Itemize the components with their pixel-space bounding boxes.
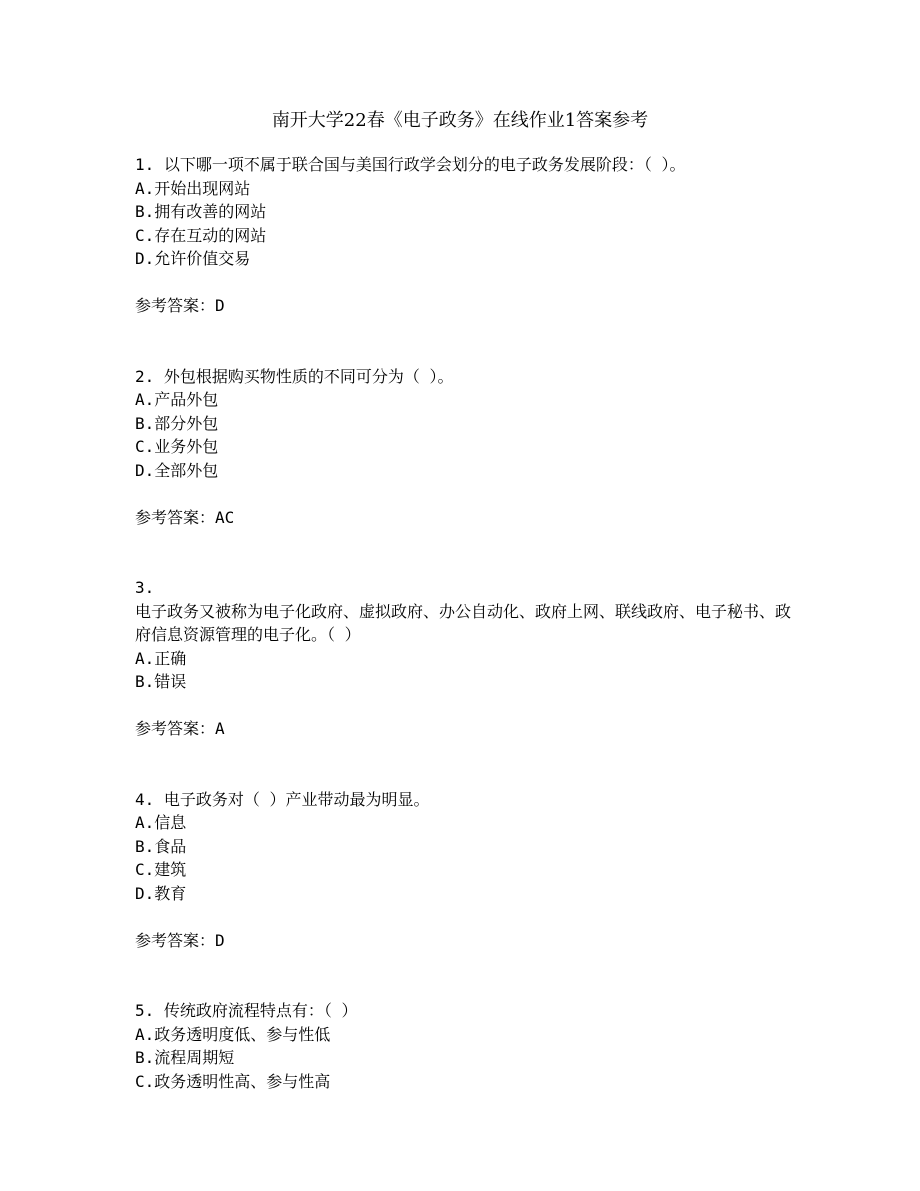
option-a: A.政务透明度低、参与性低	[135, 1024, 331, 1044]
option-a: A.正确	[135, 648, 187, 668]
spacer	[135, 952, 795, 999]
option-c: C.政务透明性高、参与性高	[135, 1071, 331, 1091]
option-b: B.流程周期短	[135, 1048, 235, 1067]
option-d: D.教育	[135, 883, 187, 903]
spacer	[135, 529, 795, 576]
question-4	[135, 788, 795, 953]
question-stem: 2. 外包根据购买物性质的不同可分为（ ）。	[135, 366, 454, 386]
question-number: 3.	[135, 578, 155, 597]
spacer	[135, 741, 795, 788]
question-2	[135, 365, 795, 530]
option-b: B.部分外包	[135, 413, 219, 433]
option-d: D.允许价值交易	[135, 249, 251, 268]
answer-text: 参考答案：A	[135, 719, 225, 738]
spacer	[135, 318, 795, 365]
option-a: A.信息	[135, 813, 187, 832]
page-title: 南开大学22春《电子政务》在线作业1答案参考	[271, 110, 649, 131]
question-stem: 电子政务又被称为电子化政府、虚拟政府、办公自动化、政府上网、联线政府、电子秘书、政府信息资源管理的电子化。（ ）	[135, 601, 792, 644]
option-c: C.存在互动的网站	[135, 225, 267, 245]
option-d: D.全部外包	[135, 460, 219, 480]
answer-text: 参考答案：AC	[135, 507, 235, 527]
option-c: C.业务外包	[135, 437, 219, 456]
question-5	[135, 999, 795, 1093]
option-c: C.建筑	[135, 860, 187, 879]
question-1	[135, 153, 795, 318]
option-b: B.食品	[135, 836, 187, 856]
question-list	[135, 153, 795, 1093]
option-a: A.产品外包	[135, 390, 219, 409]
answer-text: 参考答案：D	[135, 296, 225, 315]
option-a: A.开始出现网站	[135, 178, 251, 198]
question-3	[135, 576, 795, 741]
answer-text: 参考答案：D	[135, 930, 225, 950]
option-b: B.拥有改善的网站	[135, 202, 267, 221]
question-stem: 4. 电子政务对（ ）产业带动最为明显。	[135, 789, 430, 809]
question-stem: 5. 传统政府流程特点有：（ ）	[135, 1001, 358, 1020]
question-stem: 1. 以下哪一项不属于联合国与美国行政学会划分的电子政务发展阶段：（ ）。	[135, 155, 686, 174]
option-b: B.错误	[135, 672, 187, 691]
